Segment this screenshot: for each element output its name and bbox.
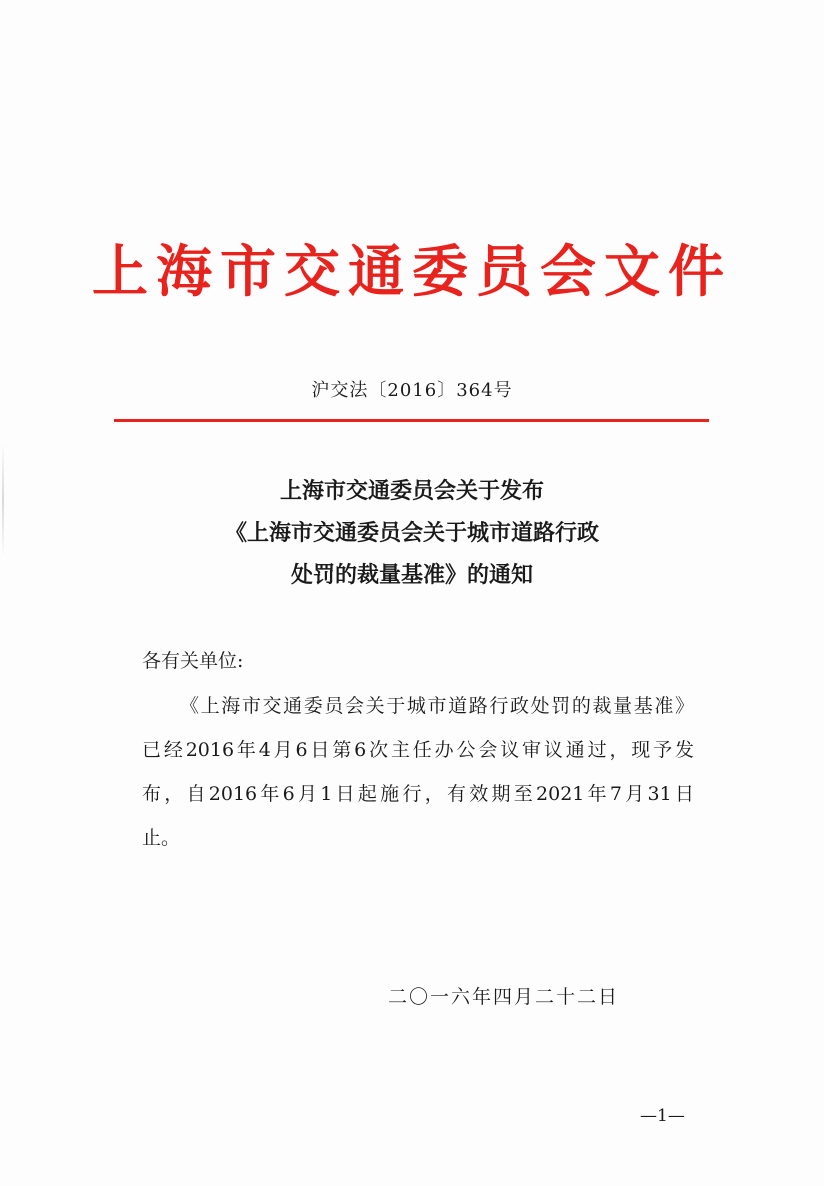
- body-paragraph: [142, 684, 694, 860]
- title-line: 上海市交通委员会关于发布: [279, 478, 544, 504]
- body-line: 布，自2016年6月1日起施行，有效期至2021年7月31日: [142, 783, 694, 805]
- document-number: 沪交法〔2016〕364号: [311, 380, 513, 401]
- header-divider: [114, 419, 709, 422]
- addressee: 各有关单位:: [142, 650, 244, 672]
- title-line: 处罚的裁量基准》的通知: [290, 562, 533, 588]
- title-line: 《上海市交通委员会关于城市道路行政: [224, 520, 599, 546]
- document-header: 上海市交通委员会文件: [92, 239, 732, 305]
- document-title: [0, 470, 824, 596]
- page-number: —1—: [640, 1106, 685, 1126]
- body-line: 已经2016年4月6日第6次主任办公会议审议通过，现予发: [142, 739, 694, 761]
- body-line: 《上海市交通委员会关于城市道路行政处罚的裁量基准》: [180, 695, 694, 717]
- issue-date: 二〇一六年四月二十二日: [388, 986, 620, 1008]
- body-line: 止。: [142, 827, 181, 849]
